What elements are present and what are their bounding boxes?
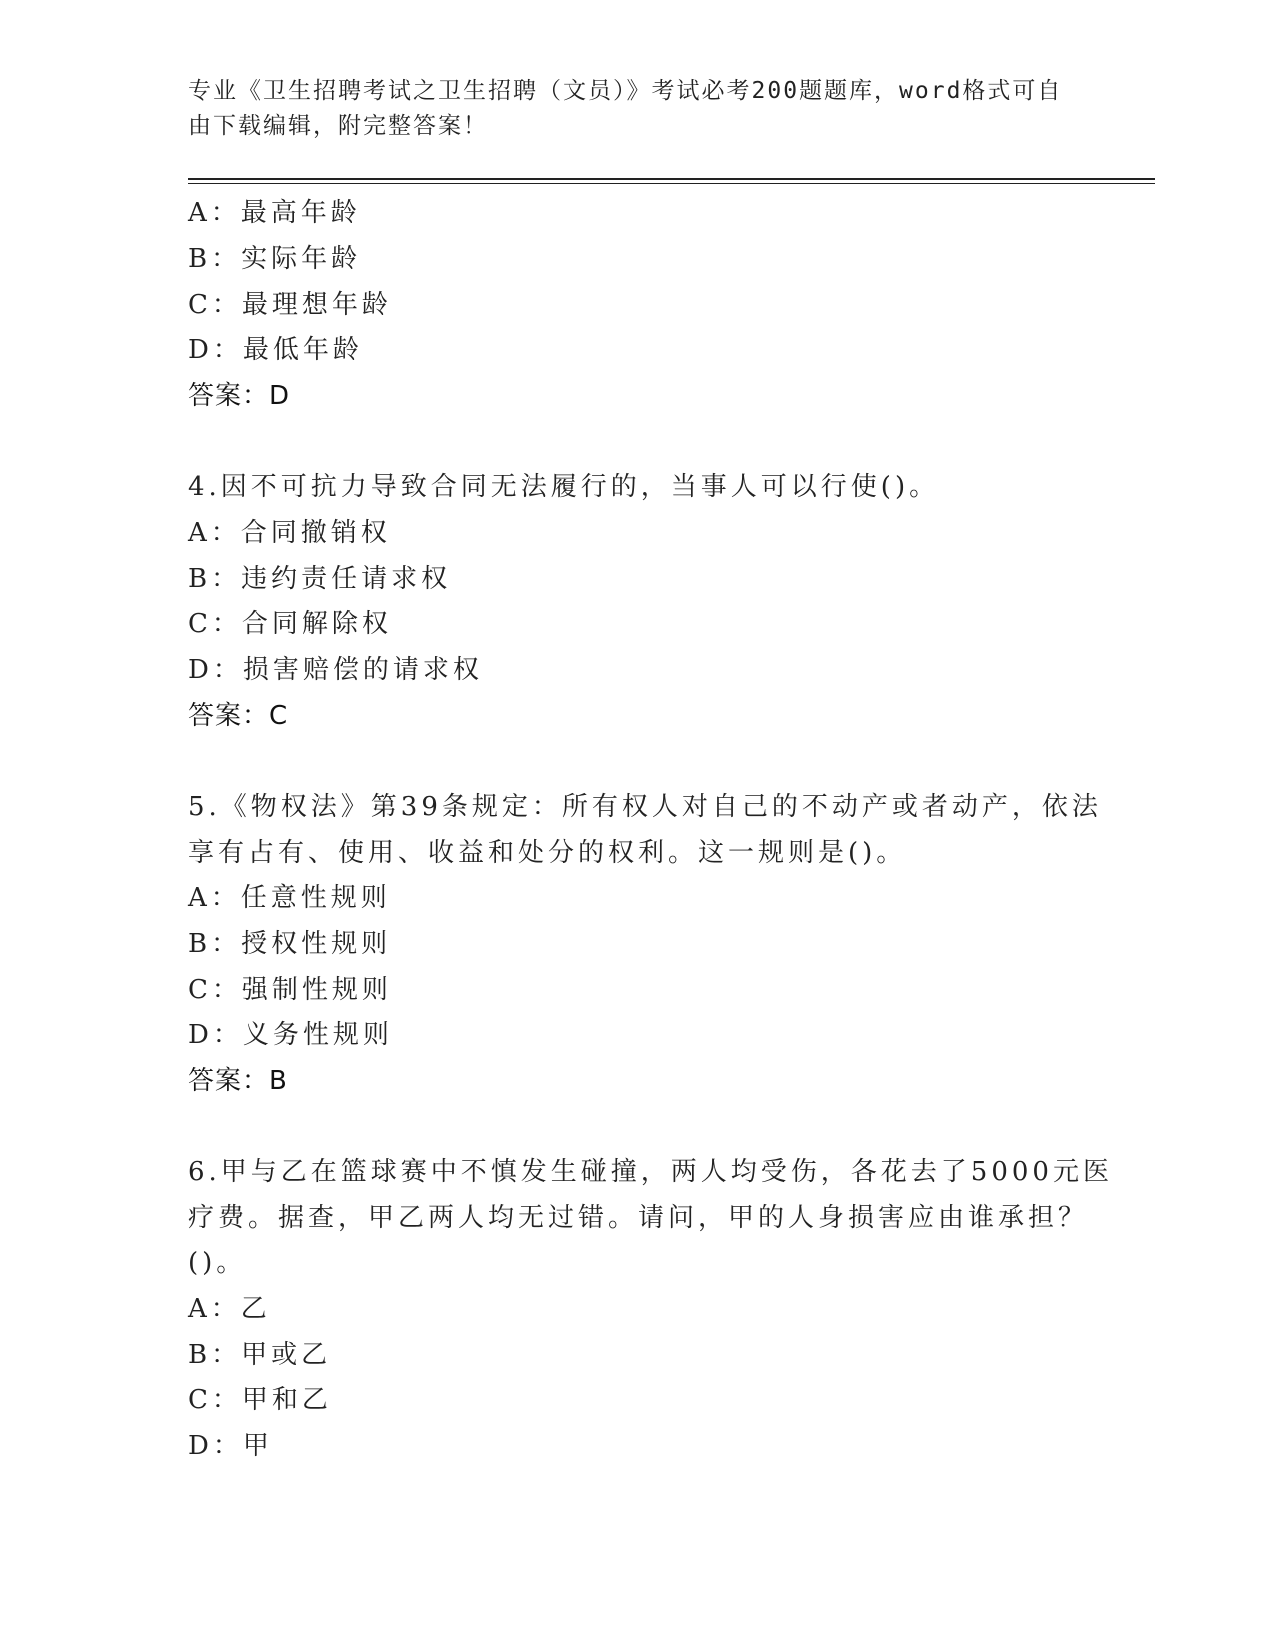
q3-option-b: B：实际年龄 — [188, 244, 362, 274]
q5-option-c: C：强制性规则 — [188, 975, 392, 1005]
q5-question-line2: 享有占有、使用、收益和处分的权利。这一规则是()。 — [188, 838, 907, 868]
q6-option-a: A：乙 — [188, 1294, 271, 1324]
q6-question-line3: ()。 — [188, 1248, 247, 1278]
q6-option-c: C：甲和乙 — [188, 1385, 332, 1415]
q4-option-b: B：违约责任请求权 — [188, 564, 452, 594]
q4-option-c: C：合同解除权 — [188, 609, 392, 639]
q4-option-a: A：合同撤销权 — [188, 518, 391, 548]
q6-option-b: B：甲或乙 — [188, 1340, 332, 1370]
q4-option-d: D：损害赔偿的请求权 — [188, 655, 483, 685]
q6-option-d: D：甲 — [188, 1431, 273, 1461]
q3-option-d: D：最低年龄 — [188, 335, 363, 365]
header-rule-thin — [188, 183, 1155, 184]
q4-answer: 答案：C — [188, 701, 289, 731]
q6-question-line2: 疗费。据查，甲乙两人均无过错。请问，甲的人身损害应由谁承担？ — [188, 1203, 1089, 1233]
q5-option-d: D：义务性规则 — [188, 1020, 393, 1050]
document-header: 专业《卫生招聘考试之卫生招聘（文员）》考试必考200题题库，word格式可自由下载编辑，附完整答案！ — [188, 78, 1063, 139]
q5-option-a: A：任意性规则 — [188, 883, 391, 913]
q3-option-a: A：最高年龄 — [188, 198, 361, 228]
q5-question-line1: 5.《物权法》第39条规定：所有权人对自己的不动产或者动产，依法 — [188, 792, 1102, 822]
q4-question: 4.因不可抗力导致合同无法履行的，当事人可以行使()。 — [188, 472, 940, 502]
q3-option-c: C：最理想年龄 — [188, 290, 392, 320]
q5-option-b: B：授权性规则 — [188, 929, 392, 959]
q3-answer: 答案：D — [188, 381, 291, 411]
q6-question-line1: 6.甲与乙在篮球赛中不慎发生碰撞，两人均受伤，各花去了5000元医 — [188, 1157, 1113, 1187]
header-rule-thick — [188, 178, 1155, 180]
q5-answer: 答案：B — [188, 1066, 288, 1096]
